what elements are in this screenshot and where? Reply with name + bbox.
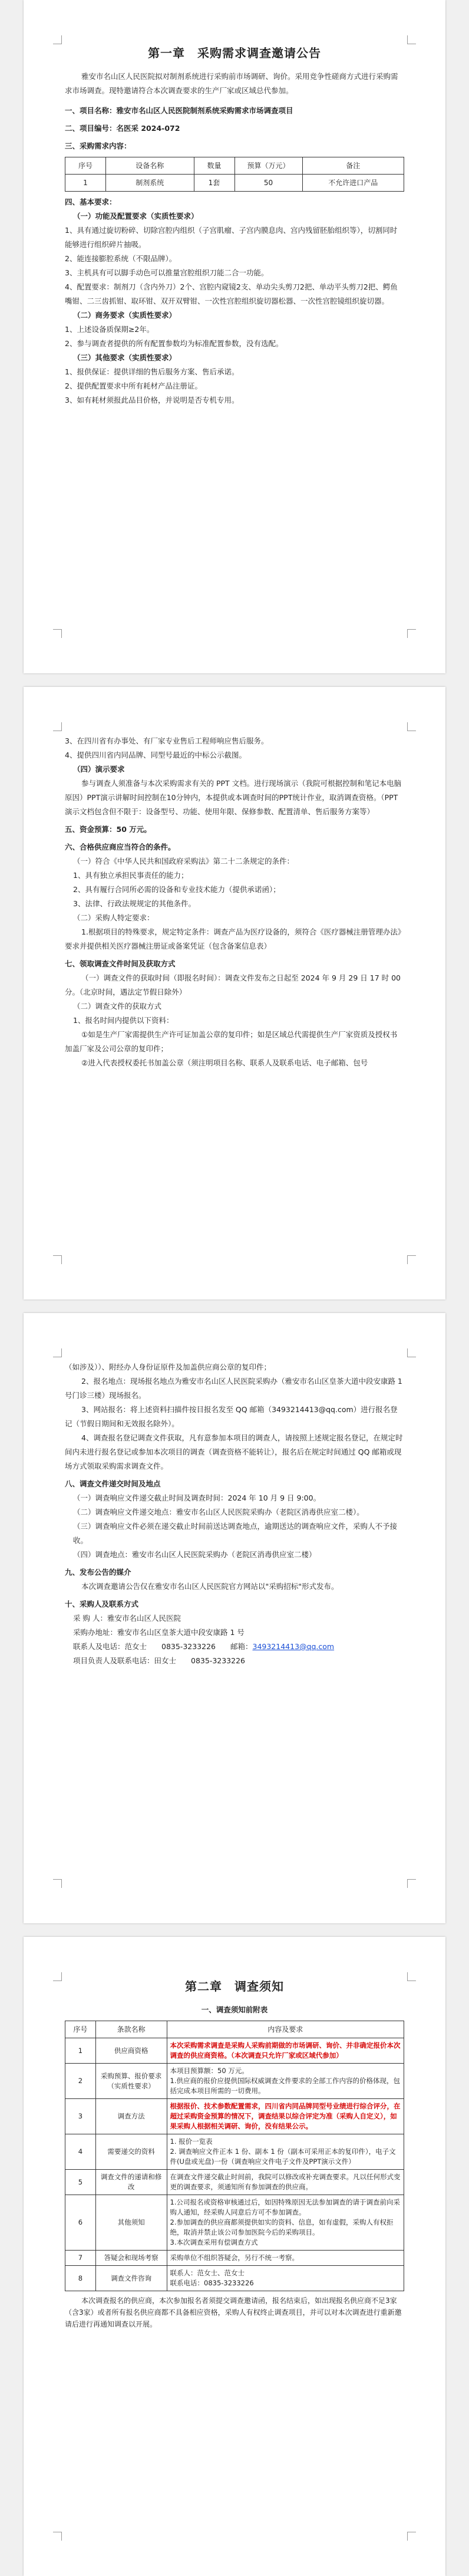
- table-cell-no: 5: [65, 2170, 96, 2195]
- table-header: 内容及要求: [167, 2021, 404, 2038]
- table-row: [65, 2099, 404, 2134]
- paragraph: （四）调查地点：雅安市名山区人民医院采购办（老院区消毒供应室二楼）: [73, 1550, 316, 1559]
- paragraph: 4、提供四川省内同品牌、同型号最近的中标公示截图。: [65, 751, 246, 759]
- paragraph: 1、上述设备质保期≥2年。: [65, 325, 154, 334]
- section-contact: 十、采购人及联系方式: [65, 1600, 139, 1608]
- paragraph: （一）符合《中华人民共和国政府采购法》第二十二条规定的条件：: [73, 857, 295, 866]
- page-corner-mark: [407, 1879, 416, 1888]
- paragraph: 1、具有通过旋切粉碎、切除宫腔内组织（子宫肌瘤、子宫内膜息肉、宫内残留胚胎组织等），切割同时能够进行组织碎片抽吸。: [65, 226, 398, 249]
- email-link[interactable]: 3493214413@qq.com: [252, 1642, 335, 1651]
- page-corner-mark: [407, 1972, 416, 1981]
- buyer-name: 采 购 人：雅安市名山区人民医院: [73, 1614, 181, 1623]
- table-cell-no: 1: [65, 2038, 96, 2064]
- table-cell: 50: [234, 175, 302, 192]
- table-cell-content: 1. 报价一览表 2. 调查响应文件正本 1 份、副本 1 份（副本可采用正本的复印件），电子文件(U盘或光盘)一份（调查响应文件电子文件及PPT演示文件）: [167, 2134, 404, 2170]
- table-header: 设备名称: [106, 157, 194, 175]
- subsection-function: （一）功能及配置要求（实质性要求）: [73, 212, 199, 221]
- paragraph: 1、报供保证：提供详细的售后服务方案、售后承诺。: [65, 367, 239, 376]
- page-corner-mark: [407, 35, 416, 44]
- paragraph: （如涉及））、附经办人身份证原件及加盖供应商公章的复印件；: [65, 1363, 272, 1371]
- table-row: [65, 2266, 404, 2291]
- paragraph: 1、具有独立承担民事责任的能力；: [73, 871, 189, 880]
- paragraph: 2、报名地点：现场报名地点为雅安市名山区人民医院采购办（雅安市名山区皇茶大道中段安康路 1 号门诊三楼）现场报名。: [65, 1377, 402, 1400]
- page-corner-mark: [407, 2532, 416, 2541]
- table-cell-no: 6: [65, 2195, 96, 2251]
- paragraph: 3、主机具有可以脚手动色可以推量宫腔组织刀能二合一功能。: [65, 268, 269, 277]
- table-cell-name: 调查方法: [95, 2099, 167, 2134]
- paragraph: （二）调查响应文件递交地点：雅安市名山区人民医院采购办（老院区消毒供应室二楼）。: [73, 1508, 364, 1516]
- paragraph: ①如是生产厂家需提供生产许可证加盖公章的复印件；如是区域总代需提供生产厂家资质及授权书加盖厂家及公司公章的复印件；: [65, 1030, 398, 1053]
- paragraph: 3、网站报名：将上述资料扫描件按目报名发至 QQ 邮箱（3493214413@qq.com）进行报名登记（节假日期间和无效报名除外）。: [65, 1405, 398, 1428]
- project-manager: 项目负责人及联系电话：田女士 0835-3233226: [73, 1656, 245, 1665]
- paragraph: （一）调查文件的获取时间（即报名时间）：调查文件发布之日起至 2024 年 9 月 29 日 17 时 00 分。（北京时间，遇法定节假日除外）: [65, 973, 401, 996]
- table-header: 条款名称: [95, 2021, 167, 2038]
- paragraph: 2、具有履行合同所必需的设备和专业技术能力（提供承诺函）；: [73, 885, 280, 894]
- paragraph: （二）采购人特定要求：: [73, 913, 154, 922]
- chapter-title: 第一章 采购需求调查邀请公告: [148, 46, 321, 60]
- section-project-name: 一、项目名称：雅安市名山区人民医院制剂系统采购需求市场调查项目: [65, 106, 293, 115]
- table-cell-name: 调查文件咨询: [95, 2266, 167, 2291]
- table-header: 数量: [194, 157, 234, 175]
- page-corner-mark: [407, 722, 416, 731]
- table-cell-content: 联系人：范女士、范女士 联系电话：0835-3233226: [167, 2266, 404, 2291]
- page-corner-mark: [407, 1348, 416, 1357]
- table-cell-no: 7: [65, 2251, 96, 2266]
- paragraph: 3、法律、行政法规规定的其他条件。: [73, 899, 196, 908]
- paragraph: 2、能连接膨腔系统（不限品牌）。: [65, 254, 177, 263]
- paragraph: 1、报名时间内提供以下资料：: [73, 1016, 174, 1025]
- contact-label: 联系人及电话：范女士 0835-3233226 邮箱：: [73, 1642, 253, 1651]
- table-header: 预算（万元）: [234, 157, 302, 175]
- requirements-table: [65, 157, 404, 192]
- table-row: [65, 2195, 404, 2251]
- table-cell-content: 本项目预算额：50 万元。 1.供应商的报价应提供国际权威调查文件要求的全部工作内容的价格体现，包括完成本项目所需的一切费用。: [167, 2064, 404, 2099]
- table-cell-name: 采购预算、报价要求（实质性要求）: [95, 2064, 167, 2099]
- table-cell-content: 采购单位不组织答疑会，另行不统一考察。: [167, 2251, 404, 2266]
- table-cell: 不允许进口产品: [302, 175, 404, 192]
- subsection-business: （二）商务要求（实质性要求）: [73, 311, 177, 320]
- page-corner-mark: [53, 629, 62, 638]
- section-submission: 八、调查文件递交时间及地点: [65, 1479, 161, 1488]
- page-corner-mark: [407, 629, 416, 638]
- table-cell-name: 供应商资格: [95, 2038, 167, 2064]
- table-row: [65, 2038, 404, 2064]
- section-project-number: 二、项目编号：名医采 2024-072: [65, 124, 180, 133]
- table-row: [65, 2134, 404, 2170]
- paragraph: 3、在四川省有办事处、有厂家专业售后工程师响应售后服务。: [65, 736, 269, 745]
- footer-paragraph: 本次调查报名的供应商，本次参加报名者须提交调查邀请函，报名结束后，如出现报名供应商不足3家（含3家）或者所有报名供应商都不具备相应资格，采购人有权终止调查项目，并可以对本次调查进行重新邀请后进行再通知调查以开展。: [65, 2297, 402, 2328]
- document-page-4: [24, 1937, 445, 2576]
- table-row: [65, 2170, 404, 2195]
- table-cell-content: 本次采购需求调查是采购人采购前期做的市场调研、询价、并非确定报价本次调查的供应商资格。（本次调查只允许厂家或区域代参加）: [167, 2038, 404, 2064]
- table-header: 备注: [302, 157, 404, 175]
- table-header-row: [65, 157, 404, 175]
- page-corner-mark: [53, 1879, 62, 1888]
- table-cell-no: 2: [65, 2064, 96, 2099]
- table-cell-name: 其他须知: [95, 2195, 167, 2251]
- document-page-3: [24, 1313, 445, 1923]
- section-basic-requirements: 四、基本要求：: [65, 198, 117, 206]
- table-header-row: [65, 2021, 404, 2038]
- table-row: [65, 2064, 404, 2099]
- page-corner-mark: [53, 1348, 62, 1357]
- page-corner-mark: [53, 1972, 62, 1981]
- chapter-title: 第二章 调查须知: [185, 1979, 284, 1993]
- table-header: 序号: [65, 157, 106, 175]
- section-budget: 五、资金预算：50 万元。: [65, 825, 151, 834]
- table-cell: 1: [65, 175, 106, 192]
- paragraph: 2、参与调查者提供的所有配置参数均为标准配置参数，没有选配。: [65, 339, 283, 348]
- section-notice-table: 一、调查须知前附表: [201, 2005, 268, 2014]
- section-requirements: 三、采购需求内容：: [65, 142, 131, 150]
- intro-paragraph: 雅安市名山区人民医院拟对制剂系统进行采购前市场调研、询价。采用竞争性磋商方式进行采购需求市场调查。现特邀请符合本次调查要求的生产厂家或区域总代参加。: [65, 72, 398, 95]
- section-obtain-docs: 七、领取调查文件时间及获取方式: [65, 959, 176, 968]
- notice-table: [65, 2021, 404, 2291]
- paragraph: 1.根据项目的特殊要求，规定特定条件：调查产品为医疗设备的，须符合《医疗器械注册管理办法》要求并提供相关医疗器械注册证或备案凭证（包含备案信息表）: [65, 927, 402, 950]
- page-corner-mark: [53, 35, 62, 44]
- paragraph: 2、提供配置要求中所有耗材产品注册证。: [65, 381, 202, 390]
- page-corner-mark: [53, 722, 62, 731]
- paragraph: ②进入代表授权委托书加盖公章（须注明项目名称、联系人及联系电话、电子邮箱、包号: [81, 1058, 368, 1067]
- paragraph: 4、调查报名登记调查文件获取，凡有意参加本项目的调查人，请按照上述规定报名登记，在规定时间内未进行报名登记或参加本次项目的调查（调查资格不能转让），报名后在规定时间通过 QQ 邮箱或现场方式领取采购需求调查文件。: [65, 1433, 403, 1470]
- document-page-2: [24, 687, 445, 1299]
- page-corner-mark: [53, 2532, 62, 2541]
- buyer-address: 采购办地址：雅安市名山区皇茶大道中段安康路 1 号: [73, 1628, 245, 1637]
- table-row: [65, 175, 404, 192]
- paragraph: 3、如有耗材须报此品目价格，并说明是否专机专用。: [65, 396, 239, 404]
- section-qualification: 六、合格供应商应当符合的条件。: [65, 843, 176, 851]
- paragraph: 本次调查邀请公告仅在雅安市名山区人民医院官方网站以"采购招标"形式发布。: [81, 1582, 339, 1591]
- table-cell: 1套: [194, 175, 234, 192]
- table-cell-name: 答疑会和现场考察: [95, 2251, 167, 2266]
- paragraph: （一）调查响应文件递交截止时间及调查时间：2024 年 10 月 9 日 9:00。: [73, 1493, 321, 1502]
- table-cell-no: 4: [65, 2134, 96, 2170]
- table-cell-content: 根据报价、技术参数配置需求，四川省内同品牌同型号业绩进行综合评分，在超过采购资金预算的情况下，调查结果以综合评定为准（采购人自定义），如果采购人根据相关调研、询价，没有结果公示。: [167, 2099, 404, 2134]
- table-header: 序号: [65, 2021, 96, 2038]
- page-corner-mark: [53, 1255, 62, 1264]
- table-cell-content: 1.公司报名或资格审核通过后，如因特殊原因无法参加调查的请于调查前向采购人通知，经采购人同意后方可不参加调查。 2.参加调查的供应商都须提供如实的资料、信息，如有虚假，采购人有权拒绝，取消并禁止该公司参加医院今后的采购项目。 3.本次调查采用有偿调查方式: [167, 2195, 404, 2251]
- table-row: [65, 2251, 404, 2266]
- page-corner-mark: [407, 1255, 416, 1264]
- paragraph: 4、配置要求：制剂刀（含内外刀）2个、宫腔内窥镜2支、单动尖头剪刀2把、单动平头剪刀2把、鳄鱼嘴钳、二三齿抓钳、取环钳、双开双臂钳、一次性宫腔组织旋切器松器、一次性宫腔镜组织旋切器。: [65, 282, 398, 305]
- section-media: 九、发布公告的媒介: [65, 1568, 131, 1577]
- table-cell: 制剂系统: [106, 175, 194, 192]
- document-page-1: [24, 0, 445, 673]
- paragraph: （三）调查响应文件必须在递交截止时间前送达调查地点，逾期送达的调查响应文件，采购人不予接收。: [73, 1522, 398, 1545]
- table-cell-no: 3: [65, 2099, 96, 2134]
- table-cell-name: 需要递交的资料: [95, 2134, 167, 2170]
- paragraph: （二）调查文件的获取方式: [73, 1002, 162, 1011]
- subsection-other: （三）其他要求（实质性要求）: [73, 353, 177, 362]
- contact-line: [65, 1640, 404, 1654]
- table-cell-no: 8: [65, 2266, 96, 2291]
- table-cell-content: 在调查文件递交截止时间前，我院可以修改或补充调查要求。凡以任何形式变更的调查要求，须通知所有参加调查的供应商。: [167, 2170, 404, 2195]
- paragraph: 参与调查人须准备与本次采购需求有关的 PPT 文档。进行现场演示（我院可根据控制和笔记本电脑原因）PPT演示讲解时间控制在10分钟内，本提供或本调查时间的PPT统计作业，取消调查资格。（PPT演示文档包含但不限于：设备型号、功能、使用年限、保修参数、配置清单、售后服务方案等）: [65, 779, 402, 816]
- table-cell-name: 调查文件的递请和修改: [95, 2170, 167, 2195]
- subsection-demo: （四）演示要求: [73, 765, 125, 774]
